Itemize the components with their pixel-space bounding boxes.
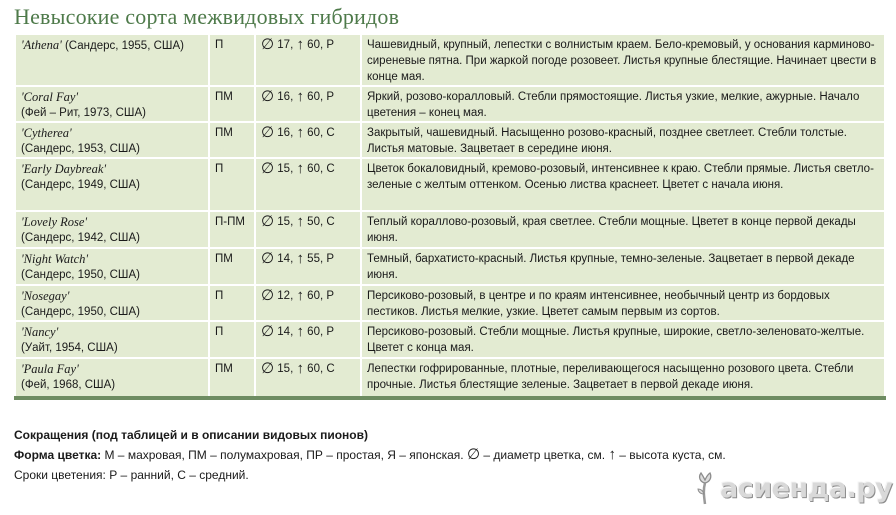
description-cell: Цветок бокаловидный, кремово-розовый, интенсивнее к краю. Стебли прямые. Листья светло-зеленые с желтым оттенком. Осенью листва краснеет. Цветет с начала июня. [361, 158, 885, 211]
watermark-text: асиенда.ру [720, 472, 893, 504]
diameter-value: 12 [277, 290, 291, 302]
cultivar-cell [15, 321, 209, 358]
height-value: 60 [307, 91, 320, 103]
height-legend: – высота куста, см. [615, 448, 726, 462]
cultivar-origin: (Сандерс, 1949, США) [21, 179, 140, 191]
description-cell: Яркий, розово-коралловый. Стебли прямостоящие. Листья узкие, мелкие, ажурные. Начало цветения – конец мая. [361, 86, 885, 122]
flower-form-cell: ПМ [209, 122, 255, 158]
diameter-icon: ∅ [261, 36, 275, 53]
flower-form-cell: П [209, 285, 255, 321]
size-cell: ∅ 15, ↑ 50, С [255, 211, 361, 248]
cultivar-name: 'Paula Fay' [21, 362, 79, 376]
height-value: 50 [307, 216, 320, 228]
description-cell: Лепестки гофрированные, плотные, переливающегося насыщенно розового цвета. Стебли прочные. Листья блестящие зеленые. Зацветает в первой декаде июня. [361, 358, 885, 398]
cultivar-origin: (Уайт, 1954, США) [21, 342, 118, 354]
size-cell: ∅ 15, ↑ 60, С [255, 358, 361, 398]
height-value: 60 [307, 39, 320, 51]
height-arrow-icon: ↑ [296, 323, 304, 340]
cultivar-cell [15, 86, 209, 122]
height-arrow-icon: ↑ [296, 88, 304, 105]
bloom-value: С [326, 216, 335, 228]
height-arrow-icon: ↑ [296, 160, 304, 177]
table-row [15, 86, 885, 122]
diameter-value: 16 [277, 127, 291, 139]
bloom-value: Р [326, 290, 335, 302]
cultivar-origin: (Сандерс, 1955, США) [64, 40, 184, 52]
diameter-value: 15 [277, 163, 291, 175]
flower-form-cell: П [209, 158, 255, 211]
cultivar-name: 'Nancy' [21, 325, 59, 339]
cultivar-cell [15, 122, 209, 158]
cultivar-name: 'Athena' [21, 38, 62, 52]
size-cell: ∅ 16, ↑ 60, Р [255, 86, 361, 122]
flower-form-cell: П-ПМ [209, 211, 255, 248]
size-cell: ∅ 14, ↑ 60, Р [255, 321, 361, 358]
description-cell: Чашевидный, крупный, лепестки с волнистым краем. Бело-кремовый, у основания карминово-сиреневые пятна. При жаркой погоде розовеет. Листья крупные блестящие. Начинает цвести в конце мая. [361, 34, 885, 86]
flower-logo-icon [694, 470, 716, 506]
bloom-value: С [326, 363, 335, 375]
cultivar-origin: (Сандерс, 1953, США) [21, 143, 140, 155]
site-watermark [694, 466, 893, 510]
table-row [15, 321, 885, 358]
cultivar-cell [15, 211, 209, 248]
height-value: 60 [307, 163, 320, 175]
diameter-value: 15 [277, 363, 291, 375]
height-value: 60 [307, 363, 320, 375]
flower-form-cell: ПМ [209, 86, 255, 122]
cultivar-name: 'Early Daybreak' [21, 162, 107, 176]
bloom-value: Р [326, 91, 335, 103]
diameter-value: 17 [277, 39, 291, 51]
height-arrow-icon: ↑ [296, 213, 304, 230]
bloom-value: Р [326, 326, 335, 338]
diameter-value: 15 [277, 216, 291, 228]
size-cell: ∅ 15, ↑ 60, С [255, 158, 361, 211]
bloom-value: Р [326, 253, 335, 265]
form-label: Форма цветка: [14, 448, 102, 462]
cultivar-name: 'Nosegay' [21, 289, 70, 303]
size-cell: ∅ 17, ↑ 60, Р [255, 34, 361, 86]
height-value: 60 [307, 290, 320, 302]
diameter-value: 14 [277, 253, 291, 265]
table-row [15, 285, 885, 321]
cultivar-origin: (Сандерс, 1950, США) [21, 306, 140, 318]
height-arrow-icon: ↑ [608, 446, 616, 463]
bloom-value: Р [326, 39, 335, 51]
cultivar-name: 'Coral Fay' [21, 90, 79, 104]
diameter-value: 14 [277, 326, 291, 338]
bloom-value: С [326, 127, 335, 139]
description-cell: Темный, бархатисто-красный. Листья крупные, темно-зеленые. Зацветает в первой декаде июня. [361, 248, 885, 285]
table-row [15, 34, 885, 86]
cultivar-cell [15, 34, 209, 86]
page-title: Невысокие сорта межвидовых гибридов [14, 4, 400, 29]
cultivar-name: 'Night Watch' [21, 252, 89, 266]
description-cell: Персиково-розовый. Стебли мощные. Листья крупные, широкие, светло-зеленовато-желтые. Цветет с конца мая. [361, 321, 885, 358]
flower-form-legend [14, 445, 834, 465]
flower-form-cell: П [209, 321, 255, 358]
table-row [15, 122, 885, 158]
cultivar-cell [15, 158, 209, 211]
table-row [15, 158, 885, 211]
cultivar-cell [15, 358, 209, 398]
diameter-icon: ∅ [261, 360, 275, 377]
cultivar-cell [15, 285, 209, 321]
description-cell: Закрытый, чашевидный. Насыщенно розово-красный, позднее светлеет. Стебли толстые. Листья матовые. Зацветает в середине июня. [361, 122, 885, 158]
diameter-icon: ∅ [261, 323, 275, 340]
table-row [15, 248, 885, 285]
diameter-icon: ∅ [261, 160, 275, 177]
diameter-icon: ∅ [261, 250, 275, 267]
diameter-icon: ∅ [261, 88, 275, 105]
diameter-icon: ∅ [261, 124, 275, 141]
flower-form-cell: ПМ [209, 358, 255, 398]
height-arrow-icon: ↑ [296, 36, 304, 53]
diameter-icon: ∅ [261, 287, 275, 304]
table-row [15, 358, 885, 398]
cultivar-name: 'Lovely Rose' [21, 215, 88, 229]
height-value: 60 [307, 127, 320, 139]
diameter-icon: ∅ [466, 446, 481, 463]
table-row [15, 211, 885, 248]
flower-form-cell: П [209, 34, 255, 86]
description-cell: Персиково-розовый, в центре и по краям интенсивнее, необычный центр из бордовых пестиков. Листья мелкие, узкие. Цветет самым первым из сортов. [361, 285, 885, 321]
size-cell: ∅ 16, ↑ 60, С [255, 122, 361, 158]
flower-form-cell: ПМ [209, 248, 255, 285]
height-arrow-icon: ↑ [296, 287, 304, 304]
height-arrow-icon: ↑ [296, 360, 304, 377]
size-cell: ∅ 12, ↑ 60, Р [255, 285, 361, 321]
height-value: 55 [307, 253, 320, 265]
notes-heading: Сокращения (под таблицей и в описании видовых пионов) [14, 428, 369, 442]
cultivar-origin: (Фей, 1968, США) [21, 379, 116, 391]
diameter-icon: ∅ [261, 213, 275, 230]
height-value: 60 [307, 326, 320, 338]
cultivar-name: 'Cytherea' [21, 126, 72, 140]
cultivar-origin: (Фей – Рит, 1973, США) [21, 107, 146, 119]
diameter-legend: – диаметр цветка, см. [480, 448, 609, 462]
size-cell: ∅ 14, ↑ 55, Р [255, 248, 361, 285]
bloom-value: С [326, 163, 335, 175]
cultivar-cell [15, 248, 209, 285]
diameter-value: 16 [277, 91, 291, 103]
description-cell: Теплый кораллово-розовый, края светлее. Стебли мощные. Цветет в конце первой декады июня. [361, 211, 885, 248]
form-text: М – махровая, ПМ – полумахровая, ПР – простая, Я – японская. [101, 448, 467, 462]
height-arrow-icon: ↑ [296, 124, 304, 141]
cultivar-origin: (Сандерс, 1950, США) [21, 269, 140, 281]
cultivars-table [14, 33, 886, 400]
height-arrow-icon: ↑ [296, 250, 304, 267]
bloom-period-legend: Сроки цветения: Р – ранний, С – средний. [14, 468, 249, 482]
cultivar-origin: (Сандерс, 1942, США) [21, 232, 140, 244]
